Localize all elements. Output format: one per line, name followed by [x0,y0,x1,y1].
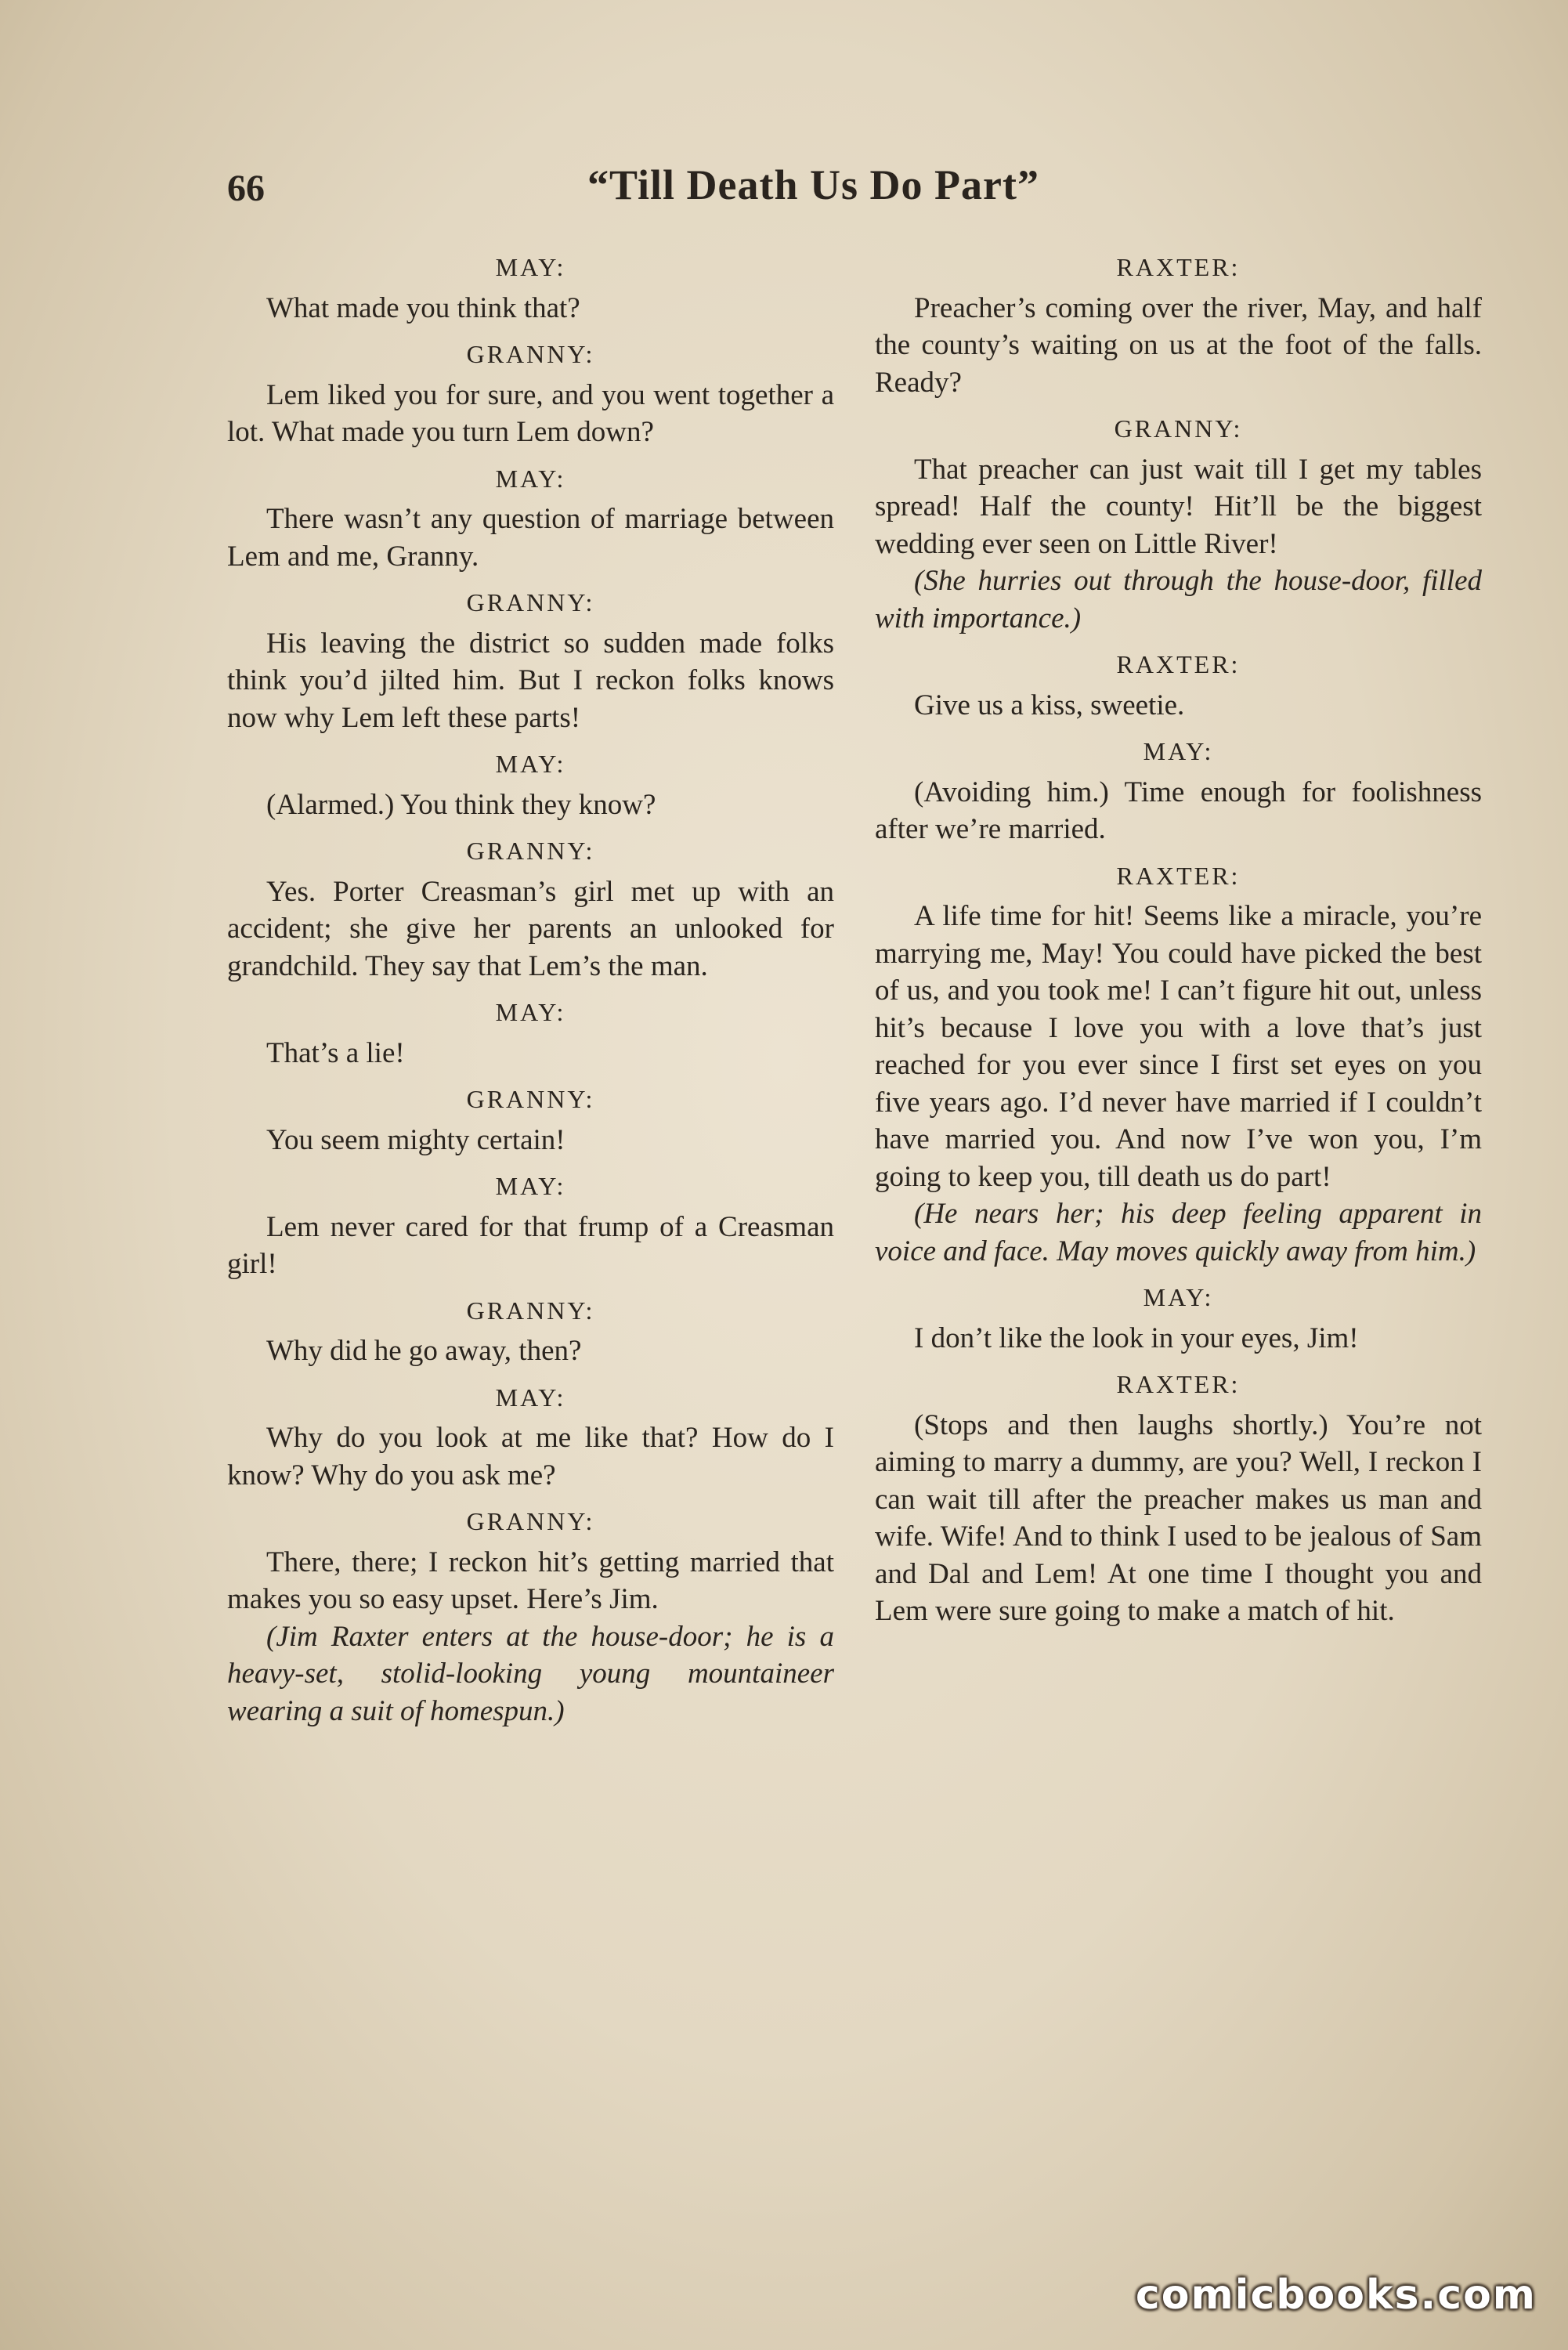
stage-direction: (He nears her; his deep feeling apparent in voice and face. May moves quickly away from him.) [875,1198,1482,1267]
page-header [227,161,1339,215]
site-watermark: comicbooks.com [1135,2272,1537,2319]
speaker-name: GRANNY: [466,1085,595,1113]
speaker-name: MAY: [495,464,566,493]
dialogue-line: You seem mighty certain! [266,1123,565,1156]
dialogue-line: There, there; I reckon hit’s getting married that makes you so easy upset. Here’s Jim. [227,1546,834,1615]
stage-direction: (She hurries out through the house-door, filled with importance.) [875,565,1482,634]
speaker-name: MAY: [495,998,566,1026]
page-number: 66 [227,168,265,209]
dialogue-line: Lem liked you for sure, and you went together a lot. What made you turn Lem down? [227,378,834,448]
running-title: “Till Death Us Do Part” [587,161,1039,208]
speaker-name: GRANNY: [466,837,595,865]
dialogue-line: Lem never cared for that frump of a Creasman girl! [227,1210,834,1280]
dialogue-line: (Stops and then laughs shortly.) You’re not aiming to marry a dummy, are you? Well, I reckon I can wait till after the preacher makes us man and wife. Wife! And to think I used to be jealous of Sam and Dal and Lem! At one time I thought you and Lem were sure going to make a match of hit. [875,1408,1482,1627]
dialogue-line: Give us a kiss, sweetie. [914,689,1185,721]
left-column [227,249,834,1730]
speaker-name: RAXTER: [1116,861,1241,890]
speaker-name: RAXTER: [1116,1370,1241,1398]
speaker-name: RAXTER: [1116,650,1241,678]
dialogue-line: (Alarmed.) You think they know? [266,788,656,821]
speaker-name: GRANNY: [466,340,595,368]
dialogue-line: That’s a lie! [266,1036,405,1069]
dialogue-line: Preacher’s coming over the river, May, and half the county’s waiting on us at the foot of the falls. Ready? [875,291,1482,399]
dialogue-line: That preacher can just wait till I get my tables spread! Half the county! Hit’ll be the biggest wedding ever seen on Little River! [875,453,1482,560]
speaker-name: GRANNY: [466,1507,595,1535]
dialogue-line: Yes. Porter Creasman’s girl met up with an accident; she give her parents an unlooked for grandchild. They say that Lem’s the man. [227,875,834,982]
speaker-name: RAXTER: [1116,253,1241,281]
speaker-name: GRANNY: [1114,414,1243,443]
speaker-name: MAY: [1143,1283,1214,1311]
speaker-name: GRANNY: [466,1296,595,1325]
dialogue-line: (Avoiding him.) Time enough for foolishness after we’re married. [875,776,1482,845]
dialogue-line: There wasn’t any question of marriage between Lem and me, Granny. [227,503,834,573]
speaker-name: MAY: [1143,737,1214,765]
speaker-name: MAY: [495,1172,566,1200]
speaker-name: GRANNY: [466,588,595,616]
dialogue-line: What made you think that? [266,291,580,324]
speaker-name: MAY: [495,253,566,281]
dialogue-line: Why did he go away, then? [266,1335,582,1367]
dialogue-line: His leaving the district so sudden made folks think you’d jilted him. But I reckon folks knows now why Lem left these parts! [227,627,834,734]
dialogue-line: Why do you look at me like that? How do I know? Why do you ask me? [227,1422,834,1491]
dialogue-line: I don’t like the look in your eyes, Jim! [914,1321,1359,1354]
dialogue-line: A life time for hit! Seems like a miracle, you’re marrying me, May! You could have picked the best of us, and you took me! I can’t figure hit out, unless hit’s because I love you with a love that’s just reached for you ever since I first set eyes on you five years ago. I’d never have married if I couldn’t have married you. And now I’ve won you, I’m going to keep you, till death us do part! [875,900,1482,1193]
speaker-name: MAY: [495,1383,566,1412]
right-column [875,249,1482,1630]
stage-direction: (Jim Raxter enters at the house-door; he is a heavy-set, stolid-looking young mountaineer wearing a suit of homespun.) [227,1620,834,1727]
speaker-name: MAY: [495,750,566,778]
